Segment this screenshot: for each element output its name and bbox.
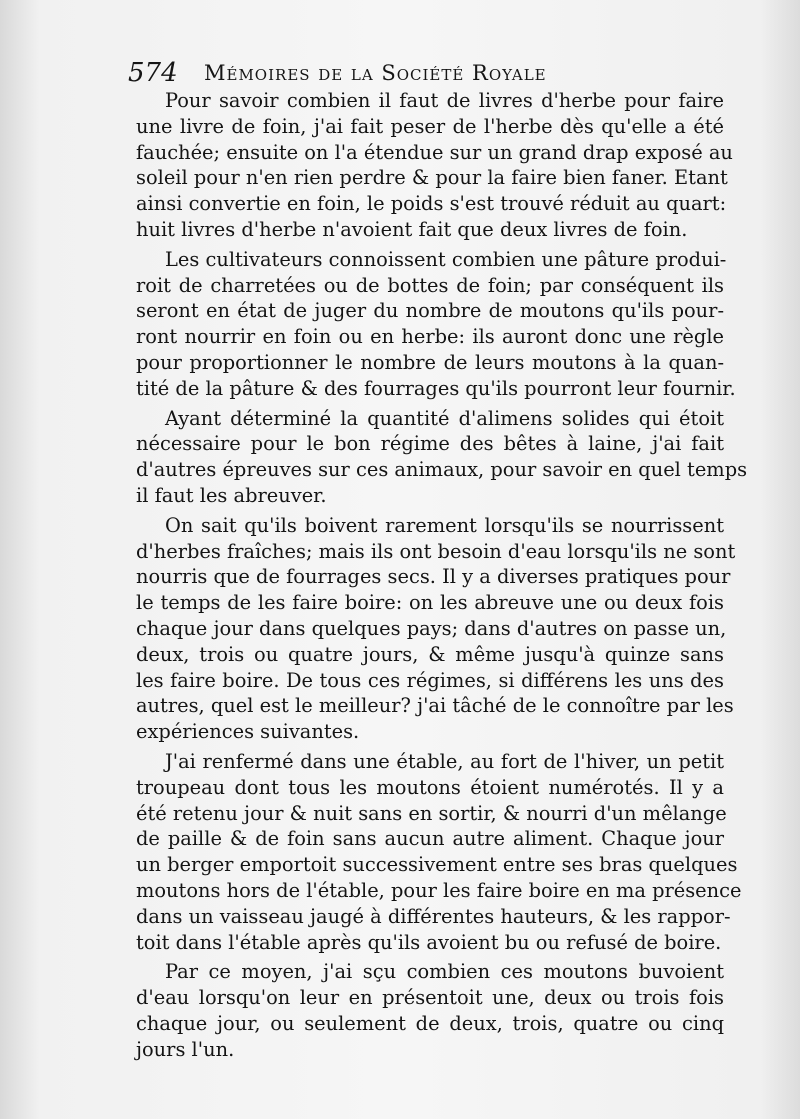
paragraph bbox=[136, 513, 736, 745]
text-line: seront en état de juger du nombre de moutons qu'ils pour- bbox=[136, 299, 724, 323]
text-line: les faire boire. De tous ces régimes, si différens les uns des bbox=[136, 668, 724, 692]
text-line: nécessaire pour le bon régime des bêtes à laine, j'ai fait bbox=[136, 432, 724, 456]
text-line: J'ai renfermé dans une étable, au fort de l'hiver, un petit bbox=[165, 749, 724, 773]
text-line: roit de charretées ou de bottes de foin; par conséquent ils bbox=[136, 273, 724, 297]
body-text bbox=[136, 88, 748, 1062]
text-line: Pour savoir combien il faut de livres d'herbe pour faire bbox=[165, 89, 724, 112]
text-line: il faut les abreuver. bbox=[136, 483, 327, 507]
text-line: une livre de foin, j'ai fait peser de l'herbe dès qu'elle a été bbox=[136, 114, 724, 138]
text-line: ainsi convertie en foin, le poids s'est trouvé réduit au quart: bbox=[136, 192, 727, 216]
text-line: fauchée; ensuite on l'a étendue sur un grand drap exposé au bbox=[136, 140, 733, 164]
text-line: Ayant déterminé la quantité d'alimens solides qui étoit bbox=[165, 406, 724, 430]
text-line: expériences suivantes. bbox=[136, 720, 360, 744]
text-line: On sait qu'ils boivent rarement lorsqu'ils se nourrissent bbox=[165, 513, 724, 537]
text-line: autres, quel est le meilleur? j'ai tâché de le connoître par les bbox=[136, 694, 734, 718]
text-line: chaque jour dans quelques pays; dans d'autres on passe un, bbox=[136, 616, 727, 640]
text-line: jours l'un. bbox=[136, 1037, 235, 1061]
text-line: dans un vaisseau jaugé à différentes hauteurs, & les rappor- bbox=[136, 904, 731, 928]
page-header bbox=[128, 58, 728, 90]
paragraph bbox=[136, 406, 748, 509]
text-line: pour proportionner le nombre de leurs moutons à la quan- bbox=[136, 350, 724, 374]
text-line: toit dans l'étable après qu'ils avoient bu ou refusé de boire. bbox=[136, 930, 722, 954]
paragraph bbox=[136, 88, 733, 243]
text-line: chaque jour, ou seulement de deux, trois, quatre ou cinq bbox=[136, 1011, 724, 1035]
text-line: ront nourrir en foin ou en herbe: ils auront donc une règle bbox=[136, 325, 724, 349]
running-title: Mémoires de la Société Royale bbox=[204, 61, 547, 85]
text-line: huit livres d'herbe n'avoient fait que deux livres de foin. bbox=[136, 217, 688, 241]
text-line: d'autres épreuves sur ces animaux, pour savoir en quel temps bbox=[136, 458, 748, 482]
page-number: 574 bbox=[128, 58, 178, 88]
text-line: un berger emportoit successivement entre ses bras quelques bbox=[136, 853, 738, 877]
text-line: nourris que de fourrages secs. Il y a diverses pratiques pour bbox=[136, 565, 731, 589]
text-line: moutons hors de l'étable, pour les faire boire en ma présence bbox=[136, 878, 742, 902]
text-line: de paille & de foin sans aucun autre aliment. Chaque jour bbox=[136, 827, 724, 851]
text-line: le temps de les faire boire: on les abreuve une ou deux fois bbox=[136, 591, 724, 615]
text-line: tité de la pâture & des fourrages qu'ils pourront leur fournir. bbox=[136, 376, 736, 400]
text-line: été retenu jour & nuit sans en sortir, & nourri d'un mêlange bbox=[136, 801, 727, 825]
paragraph bbox=[136, 749, 742, 955]
paragraph bbox=[136, 959, 724, 1062]
text-line: deux, trois ou quatre jours, & même jusqu'à quinze sans bbox=[136, 642, 724, 666]
text-line: troupeau dont tous les moutons étoient numérotés. Il y a bbox=[136, 775, 724, 799]
text-line: soleil pour n'en rien perdre & pour la faire bien faner. Etant bbox=[136, 166, 728, 190]
text-line: d'herbes fraîches; mais ils ont besoin d'eau lorsqu'ils ne sont bbox=[136, 539, 736, 563]
text-line: d'eau lorsqu'on leur en présentoit une, deux ou trois fois bbox=[136, 986, 724, 1010]
text-line: Par ce moyen, j'ai sçu combien ces moutons buvoient bbox=[165, 960, 724, 984]
paragraph bbox=[136, 247, 736, 402]
text-line: Les cultivateurs connoissent combien une pâture produi- bbox=[165, 247, 727, 271]
